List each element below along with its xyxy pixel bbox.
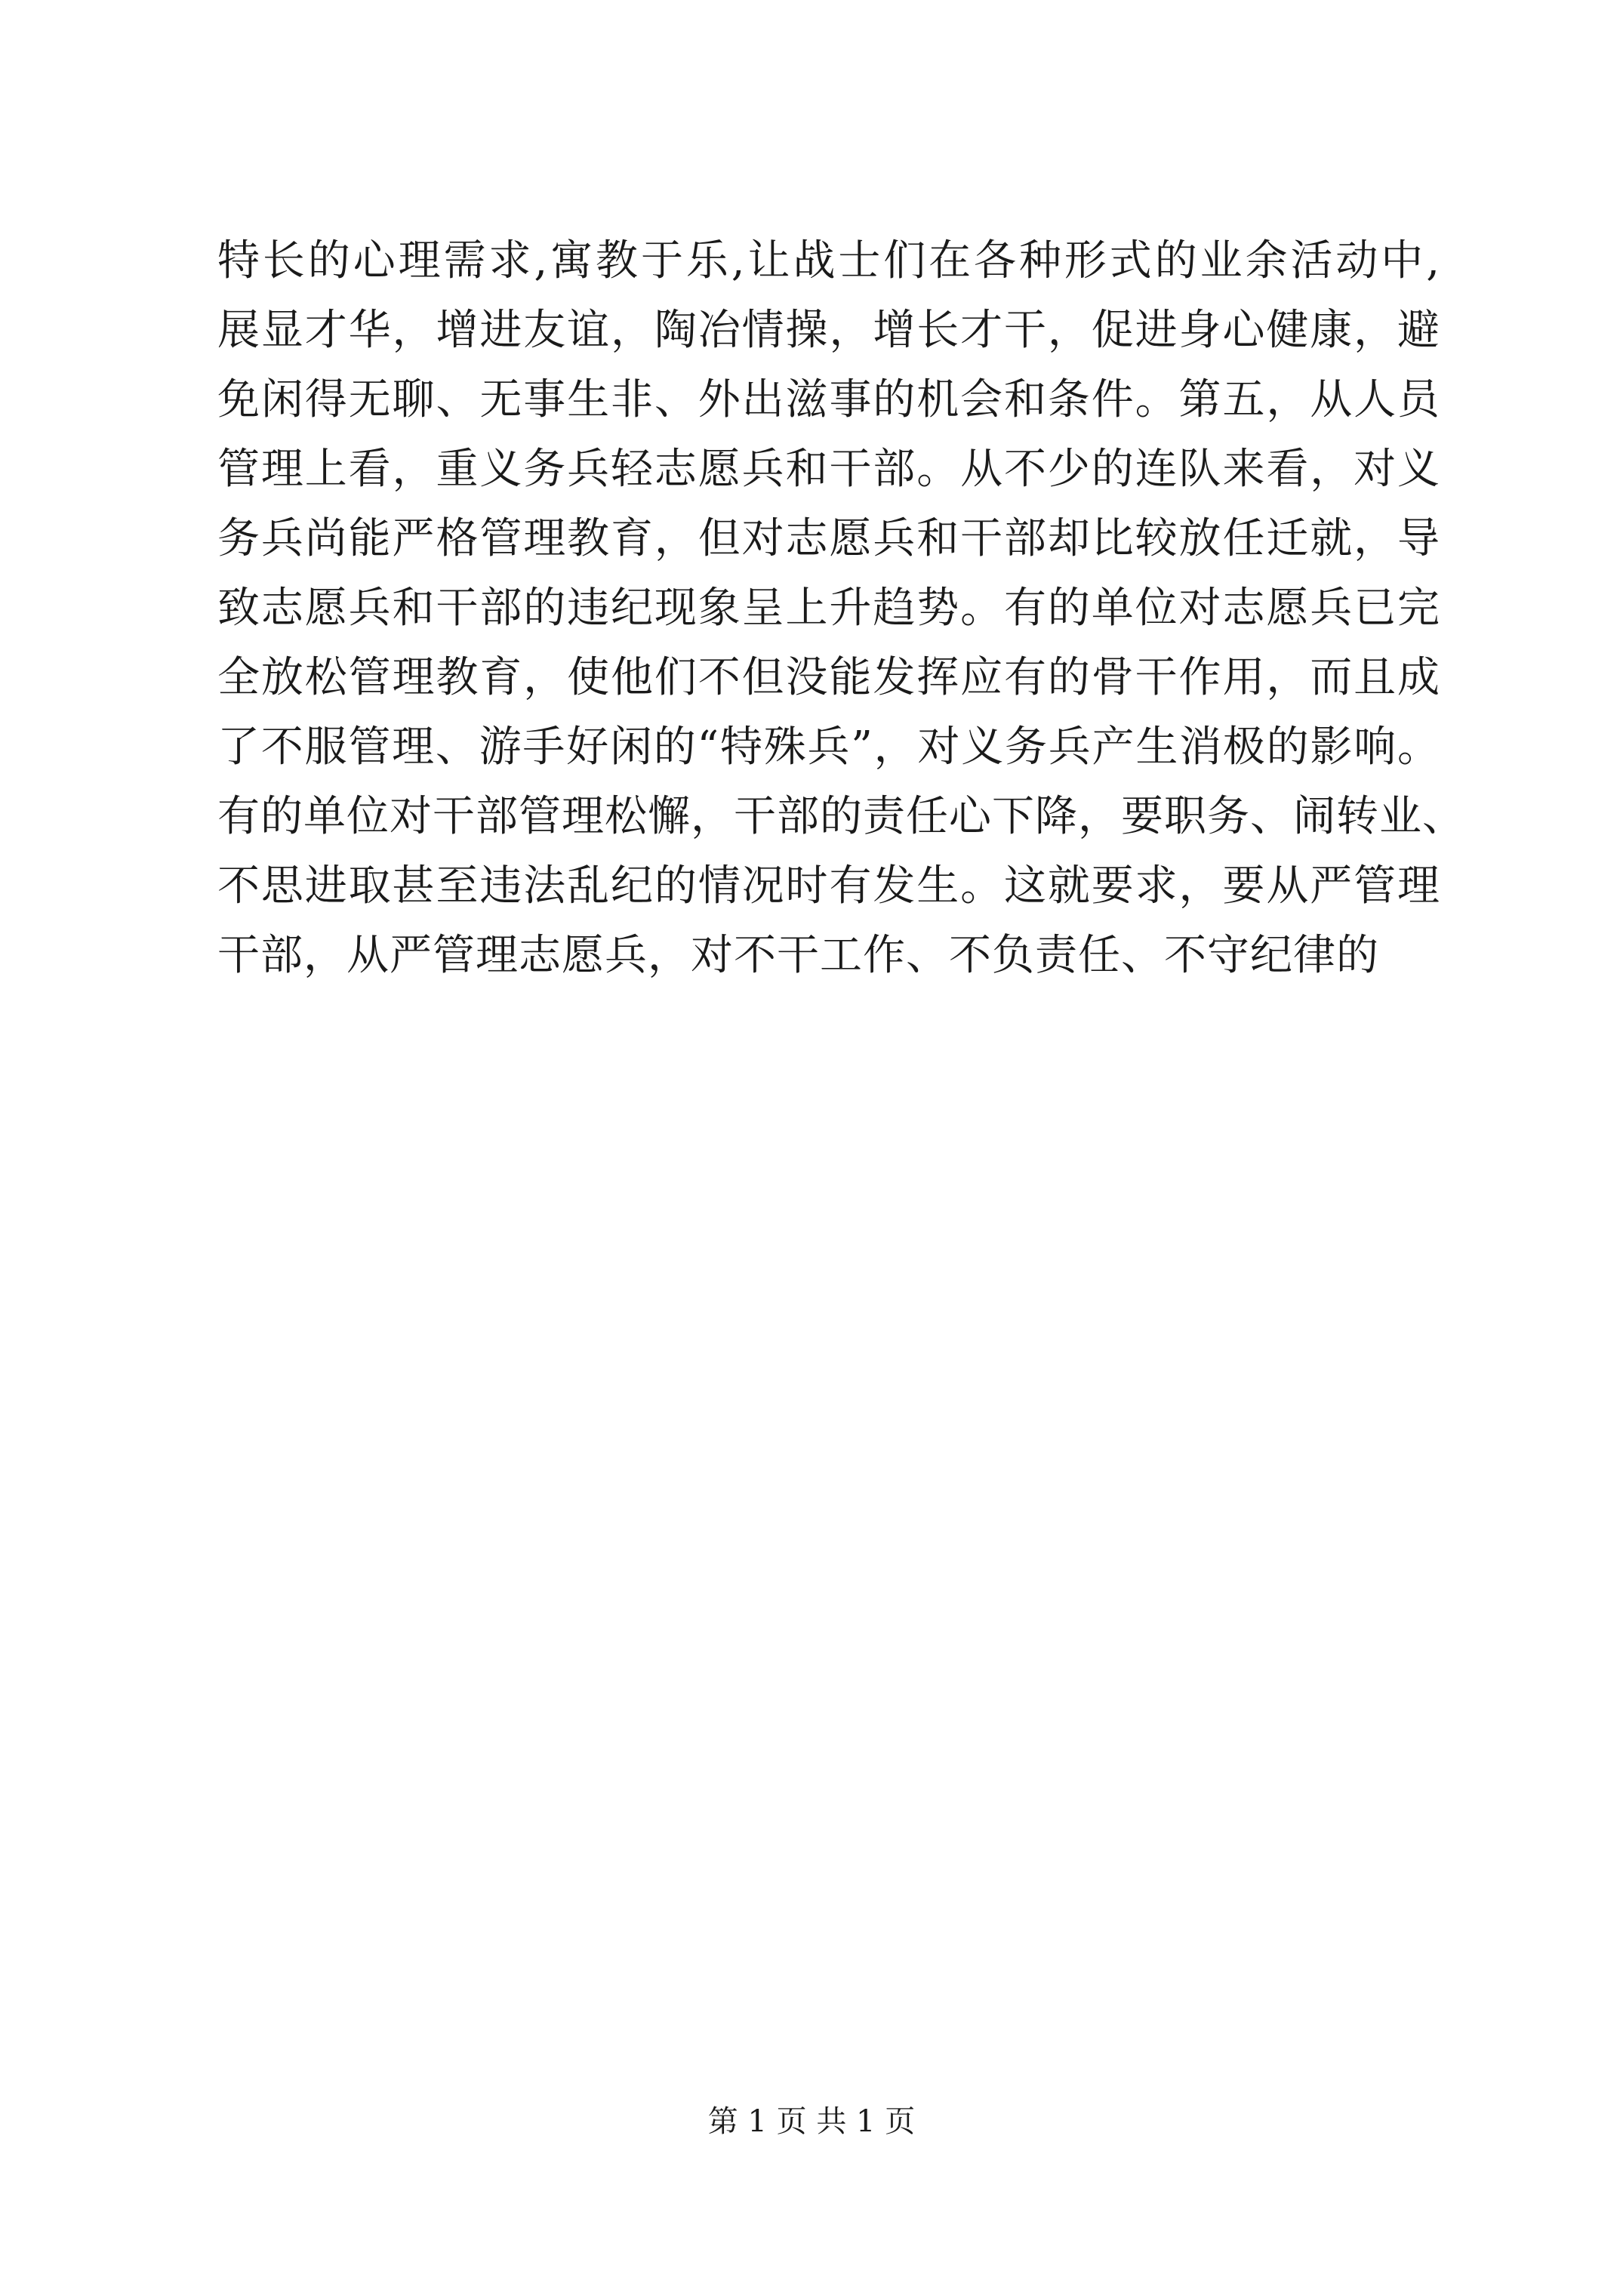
text-line-3: 免闲得无聊、无事生非、外出滋事的机会和条件。第五，从人员: [217, 375, 1440, 424]
page-number-footer: 第 1 页 共 1 页: [707, 2104, 916, 2139]
text-line-6: 致志愿兵和干部的违纪现象呈上升趋势。有的单位对志愿兵已完: [217, 584, 1440, 633]
body-paragraph: [217, 227, 1465, 991]
text-line-11: 干部，从严管理志愿兵，对不干工作、不负责任、不守纪律的: [217, 931, 1379, 980]
text-line-5: 务兵尚能严格管理教育，但对志愿兵和干部却比较放任迁就，导: [217, 514, 1440, 563]
text-line-4: 管理上看，重义务兵轻志愿兵和干部。从不少的连队来看，对义: [217, 445, 1440, 494]
text-line-2: 展显才华，增进友谊，陶冶情操，增长才干，促进身心健康，避: [217, 306, 1440, 355]
text-line-10: 不思进取甚至违法乱纪的情况时有发生。这就要求，要从严管理: [217, 861, 1440, 911]
text-line-7: 全放松管理教育，使他们不但没能发挥应有的骨干作用，而且成: [217, 653, 1440, 702]
text-line-1: 特长的心理需求,寓教于乐,让战士们在各种形式的业余活动中,: [217, 236, 1440, 285]
text-line-9: 有的单位对干部管理松懈，干部的责任心下降，要职务、闹转业、: [217, 792, 1465, 841]
text-line-8: 了不服管理、游手好闲的“特殊兵”，对义务兵产生消极的影响。: [217, 723, 1440, 772]
